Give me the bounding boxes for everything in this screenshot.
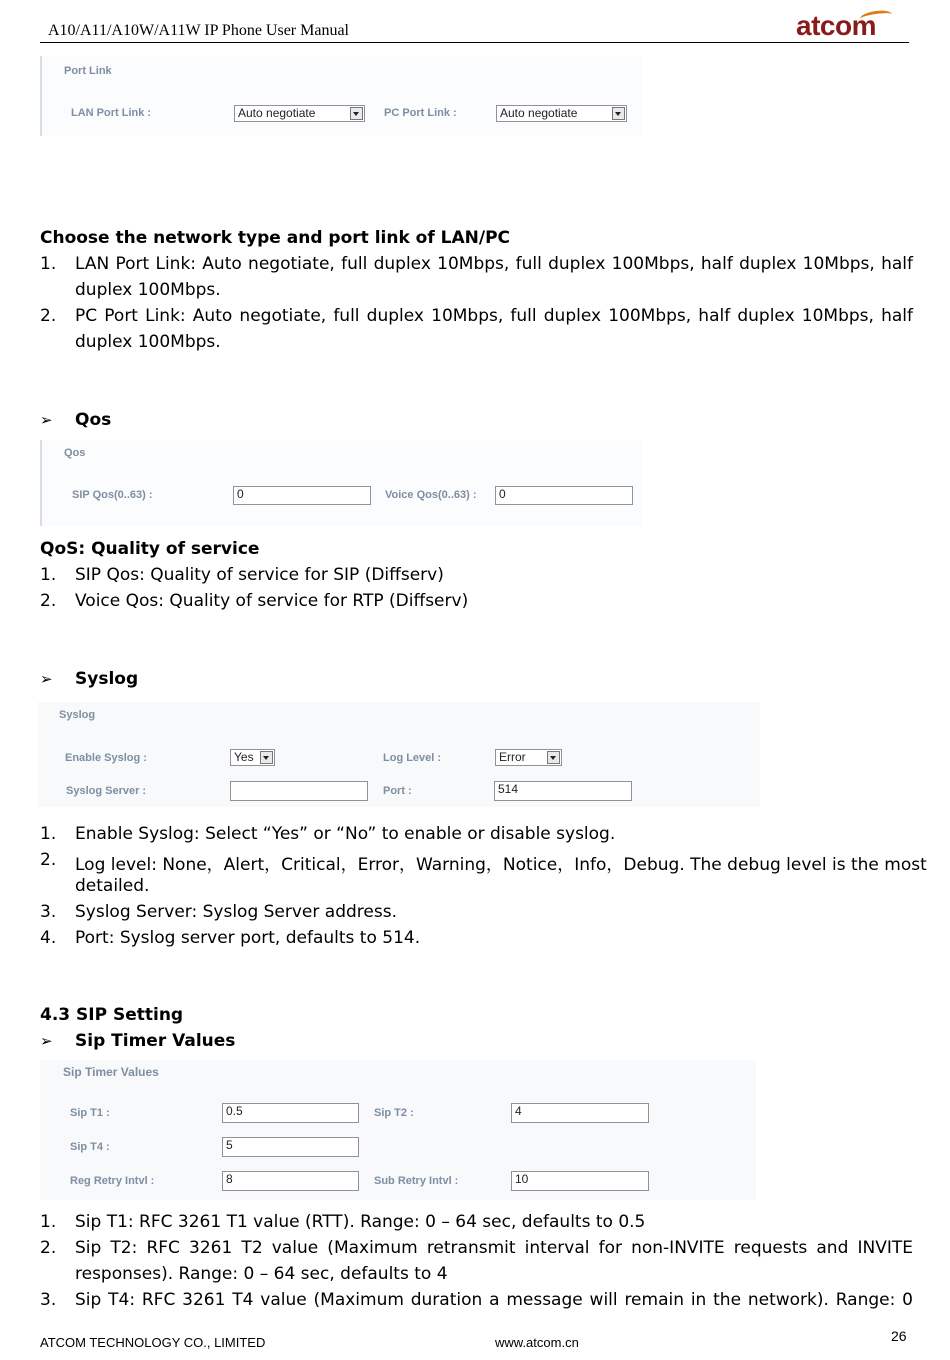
voice-qos-label: Voice Qos(0..63) : <box>385 489 477 501</box>
portlink-panel <box>40 56 642 136</box>
atcom-logo: atcom <box>796 10 876 41</box>
chevron-down-icon[interactable] <box>547 751 560 764</box>
select-value: Auto negotiate <box>500 106 578 120</box>
chevron-down-icon[interactable] <box>260 751 273 764</box>
qos-panel <box>40 440 642 526</box>
sip-t4-input[interactable]: 5 <box>222 1137 359 1157</box>
list-item-cont: responses). Range: 0 – 64 sec, defaults to 4 <box>75 1264 448 1284</box>
reg-retry-input[interactable]: 8 <box>222 1171 359 1191</box>
list-item: Sip T4: RFC 3261 T4 value (Maximum duration a message will remain in the network). Range: 0 <box>75 1290 913 1310</box>
pc-port-link-label: PC Port Link : <box>384 107 457 119</box>
port-input[interactable]: 514 <box>494 781 632 801</box>
list-item: LAN Port Link: Auto negotiate, full duplex 10Mbps, full duplex 100Mbps, half duplex 10Mbps, half <box>75 254 913 274</box>
chevron-down-icon[interactable] <box>350 107 363 120</box>
list-number: 1. <box>40 254 57 274</box>
voice-qos-input[interactable]: 0 <box>495 486 633 505</box>
log-level-select[interactable] <box>495 749 562 766</box>
select-value: Auto negotiate <box>238 106 316 120</box>
header-rule <box>40 42 909 43</box>
list-number: 1. <box>40 824 57 844</box>
list-number: 1. <box>40 565 57 585</box>
pc-port-link-select[interactable] <box>496 105 627 122</box>
panel-title: Port Link <box>64 65 112 77</box>
footer-company: ATCOM TECHNOLOGY CO., LIMITED <box>40 1335 266 1350</box>
panel-title: Qos <box>64 447 86 459</box>
page-number: 26 <box>891 1328 907 1344</box>
list-item-cont: detailed. <box>75 876 150 896</box>
network-heading: Choose the network type and port link of LAN/PC <box>40 228 511 248</box>
list-number: 4. <box>40 928 57 948</box>
sub-retry-label: Sub Retry Intvl : <box>374 1175 459 1187</box>
footer-website[interactable]: www.atcom.cn <box>495 1335 579 1350</box>
reg-retry-label: Reg Retry Intvl : <box>70 1175 155 1187</box>
select-value: Yes <box>234 750 254 764</box>
list-item: Log level: None，Alert，Critical，Error，Warning，Notice，Info，Debug. The debug level is the most <box>75 855 927 875</box>
list-item-cont: duplex 100Mbps. <box>75 332 221 352</box>
chevron-down-icon[interactable] <box>612 107 625 120</box>
list-item: Syslog Server: Syslog Server address. <box>75 902 397 922</box>
list-number: 3. <box>40 902 57 922</box>
list-number: 2. <box>40 850 57 870</box>
qos-heading: QoS: Quality of service <box>40 539 260 559</box>
syslog-panel <box>38 702 760 807</box>
list-number: 2. <box>40 1238 57 1258</box>
lan-port-link-select[interactable] <box>234 105 365 122</box>
sip-qos-label: SIP Qos(0..63) : <box>72 489 153 501</box>
log-level-label: Log Level : <box>383 752 442 764</box>
sub-retry-input[interactable]: 10 <box>511 1171 649 1191</box>
section-title: Sip Timer Values <box>75 1031 236 1051</box>
list-item: Voice Qos: Quality of service for RTP (Diffserv) <box>75 591 469 611</box>
list-item: PC Port Link: Auto negotiate, full duplex 10Mbps, full duplex 100Mbps, half duplex 10Mbps, half <box>75 306 913 326</box>
list-number: 1. <box>40 1212 57 1232</box>
sip-timer-panel <box>40 1060 756 1200</box>
section-heading: 4.3 SIP Setting <box>40 1005 184 1025</box>
sip-t2-label: Sip T2 : <box>374 1107 414 1119</box>
section-title: Qos <box>75 410 112 430</box>
list-item-cont: duplex 100Mbps. <box>75 280 221 300</box>
syslog-server-input[interactable] <box>230 781 368 801</box>
list-item: Sip T2: RFC 3261 T2 value (Maximum retransmit interval for non-INVITE requests and INVITE <box>75 1238 913 1258</box>
panel-title: Syslog <box>59 709 96 721</box>
arrow-bullet-icon: ➢ <box>40 670 53 688</box>
sip-t4-label: Sip T4 : <box>70 1141 110 1153</box>
lan-port-link-label: LAN Port Link : <box>71 107 152 119</box>
list-item: Sip T1: RFC 3261 T1 value (RTT). Range: 0 – 64 sec, defaults to 0.5 <box>75 1212 646 1232</box>
list-number: 3. <box>40 1290 57 1310</box>
sip-qos-input[interactable]: 0 <box>233 486 371 505</box>
arrow-bullet-icon: ➢ <box>40 1032 53 1050</box>
section-title: Syslog <box>75 669 139 689</box>
list-item: Enable Syslog: Select “Yes” or “No” to enable or disable syslog. <box>75 824 616 844</box>
enable-syslog-select[interactable] <box>230 749 275 766</box>
enable-syslog-label: Enable Syslog : <box>65 752 147 764</box>
list-item: Port: Syslog server port, defaults to 514. <box>75 928 421 948</box>
list-number: 2. <box>40 306 57 326</box>
header-title: A10/A11/A10W/A11W IP Phone User Manual <box>48 22 349 39</box>
port-label: Port : <box>383 785 412 797</box>
sip-t1-input[interactable]: 0.5 <box>222 1103 359 1123</box>
select-value: Error <box>499 750 526 764</box>
panel-title: Sip Timer Values <box>63 1065 159 1079</box>
list-number: 2. <box>40 591 57 611</box>
list-item: SIP Qos: Quality of service for SIP (Diffserv) <box>75 565 444 585</box>
sip-t2-input[interactable]: 4 <box>511 1103 649 1123</box>
sip-t1-label: Sip T1 : <box>70 1107 110 1119</box>
syslog-server-label: Syslog Server : <box>66 785 147 797</box>
arrow-bullet-icon: ➢ <box>40 411 53 429</box>
